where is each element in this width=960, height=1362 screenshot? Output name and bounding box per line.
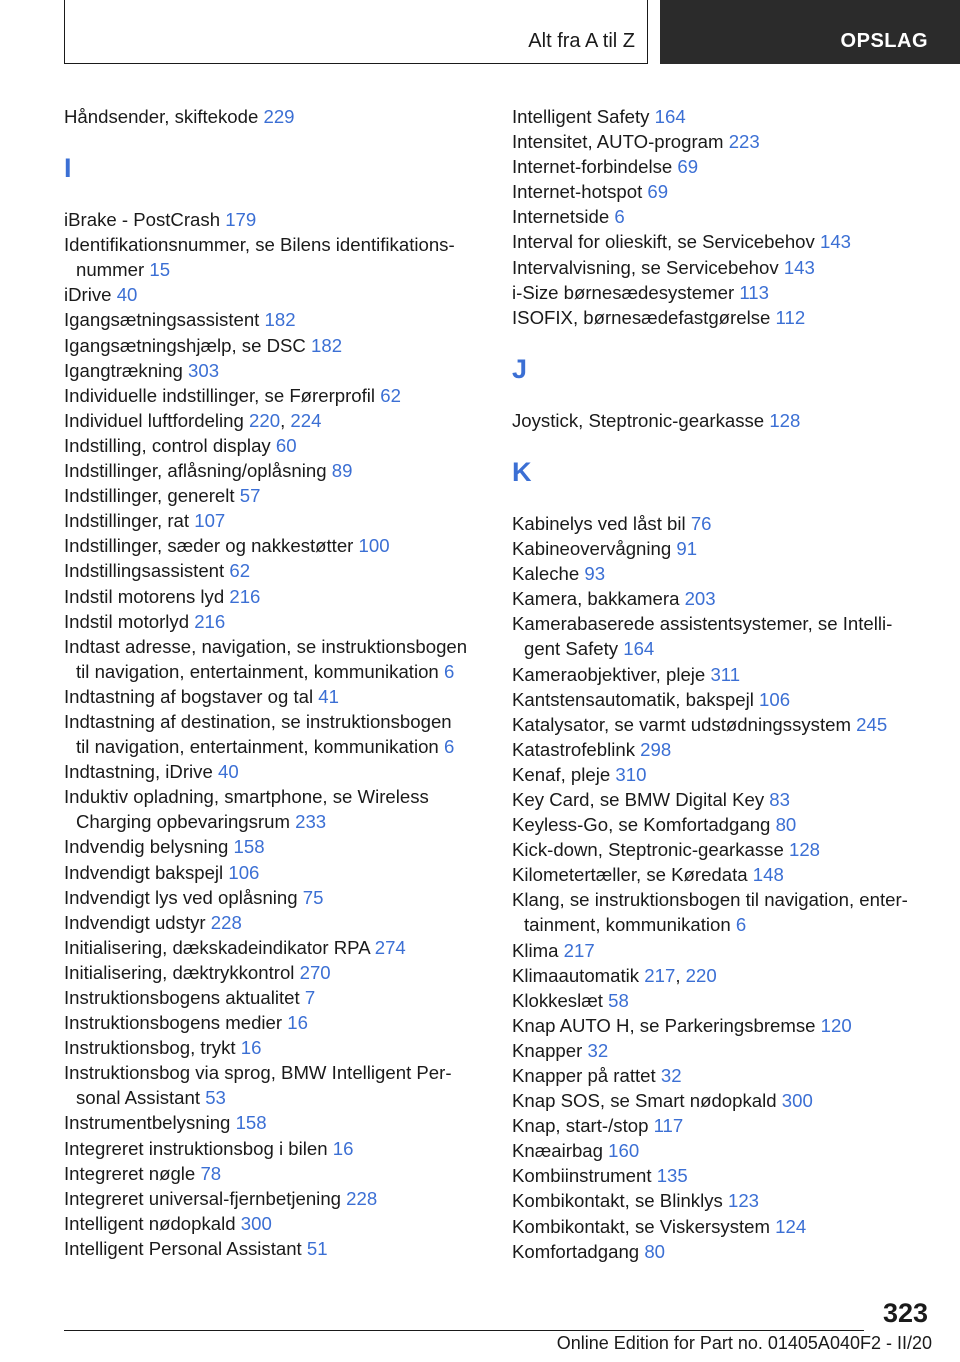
- page-reference-link[interactable]: 106: [228, 861, 260, 883]
- page-reference-link[interactable]: 228: [346, 1187, 378, 1209]
- index-entry: [64, 1035, 484, 1060]
- index-entry: [64, 1060, 484, 1110]
- index-entry: [64, 1010, 484, 1035]
- page-reference-link[interactable]: 32: [660, 1065, 682, 1086]
- index-entry: [64, 558, 484, 583]
- index-entry-term: Indvendigt udstyr: [64, 911, 206, 933]
- page-reference-link[interactable]: 83: [769, 788, 790, 810]
- page-reference-link[interactable]: 113: [739, 281, 769, 303]
- page-reference-link[interactable]: 158: [235, 1112, 267, 1134]
- index-entry-term: Intelligent Safety: [512, 106, 650, 127]
- page-reference-link[interactable]: 124: [775, 1215, 807, 1237]
- header-section-title: Alt fra A til Z: [528, 30, 635, 52]
- page-reference-link[interactable]: 182: [264, 309, 296, 331]
- page-reference-link[interactable]: 158: [233, 836, 265, 858]
- index-entry-term: Knapper: [512, 1039, 583, 1061]
- page-reference-link[interactable]: 245: [856, 713, 888, 735]
- page-reference-link[interactable]: 58: [608, 989, 629, 1011]
- page-reference-link[interactable]: 106: [759, 688, 791, 710]
- index-entry-term: Internet-forbindelse: [512, 156, 673, 178]
- index-entry-term: Kabinelys ved låst bil: [512, 512, 686, 534]
- index-entry: [512, 611, 932, 661]
- index-entry: [64, 533, 484, 558]
- index-entry-term: Knap AUTO H, se Parkeringsbremse: [512, 1014, 816, 1036]
- index-entry-term: Knapper på rattet: [512, 1065, 656, 1086]
- index-entry: [64, 1236, 484, 1261]
- index-entry-term: Intelligent nødopkald: [64, 1212, 236, 1234]
- index-entry-term: Intelligent Personal Assistant: [64, 1237, 302, 1259]
- index-entry: [512, 586, 932, 611]
- index-entry-term: til navigation, entertainment, kommunikation: [76, 660, 439, 682]
- index-entry-term: iDrive: [64, 284, 112, 306]
- page-reference-link[interactable]: 80: [775, 814, 797, 836]
- page-reference-link[interactable]: 120: [820, 1014, 852, 1036]
- index-entry-term: Integreret nøgle: [64, 1162, 196, 1184]
- index-entry-term: Indtastning af destination, se instruktionsbogen: [64, 710, 452, 732]
- index-entry: [512, 737, 932, 762]
- index-column-left: [64, 104, 484, 1261]
- page-reference-link[interactable]: 182: [311, 334, 343, 356]
- index-entry-term: Klang, se instruktionsbogen til navigation, enter-: [512, 889, 908, 911]
- index-entry-term: Kantstensautomatik, bakspejl: [512, 688, 754, 710]
- index-entry-term: Klokkeslæt: [512, 989, 603, 1011]
- page-reference-link[interactable]: 224: [290, 409, 322, 431]
- header-tab: [660, 0, 960, 64]
- index-entry: [512, 1113, 932, 1138]
- index-entry: [512, 938, 932, 963]
- page-reference-link[interactable]: 179: [225, 209, 257, 231]
- index-entry-term: Charging opbevaringsrum: [76, 811, 290, 833]
- index-entry: [64, 383, 484, 408]
- index-entry: [64, 609, 484, 634]
- index-entry-term: til navigation, entertainment, kommunikation: [76, 736, 439, 758]
- index-entry: [64, 1110, 484, 1135]
- index-entry-term: Indvendig belysning: [64, 836, 229, 858]
- index-entry-term: Igangsætningsassistent: [64, 309, 260, 331]
- page-reference-link[interactable]: 62: [380, 384, 401, 406]
- page-reference-link[interactable]: 53: [205, 1087, 226, 1109]
- index-letter-heading: K: [512, 456, 532, 487]
- index-entry: [512, 662, 932, 687]
- footer-edition: Online Edition for Part no. 01405A040F2 - II/20: [556, 1333, 932, 1353]
- index-entry-term: Klima: [512, 939, 559, 961]
- index-entry: [64, 483, 484, 508]
- index-entry-term: Intervalvisning, se Servicebehov: [512, 256, 779, 278]
- index-entry: Klimaautomatik 217, 220: [512, 964, 717, 986]
- index-entry-term: Instruktionsbog via sprog, BMW Intelligent Per-: [64, 1062, 452, 1084]
- index-entry-term: Instrumentbelysning: [64, 1112, 231, 1134]
- footer-divider: [64, 1330, 864, 1331]
- index-entry: [512, 280, 932, 305]
- index-entry-term: Indstillinger, rat: [64, 510, 190, 532]
- page-reference-link[interactable]: 6: [443, 660, 455, 682]
- index-entry: [512, 129, 932, 154]
- index-entry-term: Indstillinger, aflåsning/oplåsning: [64, 460, 327, 482]
- index-entry-term: Individuel luftfordeling: [64, 409, 244, 431]
- page-number: 323: [882, 1298, 928, 1328]
- index-entry-term: Komfortadgang: [512, 1240, 640, 1262]
- page-reference-link[interactable]: 32: [587, 1039, 609, 1061]
- index-entry-term: Kenaf, pleje: [512, 763, 611, 785]
- index-entry-term: Indstilling, control display: [64, 434, 271, 456]
- page-reference-link[interactable]: 6: [735, 914, 747, 936]
- page-reference-link[interactable]: 6: [443, 736, 455, 758]
- index-entry-term: Kameraobjektiver, pleje: [512, 663, 706, 685]
- index-entry: [64, 784, 484, 834]
- index-entry-term: Instruktionsbog, trykt: [64, 1037, 236, 1059]
- index-entry: [512, 787, 932, 812]
- page-reference-link[interactable]: 220: [685, 964, 717, 986]
- page-reference-link[interactable]: 16: [287, 1012, 308, 1034]
- index-entry: [512, 988, 932, 1013]
- index-entry: [64, 860, 484, 885]
- index-entry: [64, 709, 484, 759]
- index-entry-term: Indtast adresse, navigation, se instruktionsbogen: [64, 635, 468, 657]
- page-reference-link[interactable]: 216: [229, 585, 261, 607]
- index-entry-term: Internet-hotspot: [512, 181, 643, 203]
- index-entry: [64, 1161, 484, 1186]
- index-entry-term: Indstillinger, sæder og nakkestøtter: [64, 535, 354, 557]
- index-entry: [512, 229, 932, 254]
- page-reference-link[interactable]: 80: [644, 1240, 666, 1262]
- index-entry-term: Knap SOS, se Smart nødopkald: [512, 1090, 777, 1112]
- index-entry-term: gent Safety: [524, 638, 619, 660]
- index-entry-term: Initialisering, dækskadeindikator RPA: [64, 936, 370, 958]
- index-entry: [64, 333, 484, 358]
- page-reference-link[interactable]: 274: [374, 936, 406, 958]
- page-reference-link[interactable]: 220: [249, 409, 281, 431]
- page-reference-link[interactable]: 7: [304, 987, 316, 1008]
- index-entry: [512, 408, 932, 433]
- index-entry-term: Indvendigt bakspejl: [64, 861, 224, 883]
- index-entry: [512, 511, 932, 536]
- page-reference-link[interactable]: 62: [229, 560, 251, 582]
- page-reference-link[interactable]: 123: [728, 1190, 760, 1212]
- index-entry: [512, 837, 932, 862]
- index-entry-term: Integreret instruktionsbog i bilen: [64, 1137, 328, 1159]
- index-entry: [512, 1163, 932, 1188]
- index-entry-term: Keyless-Go, se Komfortadgang: [512, 814, 771, 836]
- page-reference-link[interactable]: 69: [677, 156, 699, 178]
- page-reference-link[interactable]: 112: [775, 306, 806, 328]
- index-entry-term: Joystick, Steptronic-gearkasse: [512, 409, 765, 431]
- index-entry-term: sonal Assistant: [76, 1087, 201, 1109]
- page-reference-link[interactable]: 223: [728, 131, 760, 153]
- index-entry-term: Kombiinstrument: [512, 1165, 652, 1187]
- index-entry-term: Knap, start-/stop: [512, 1115, 649, 1137]
- index-entry: [64, 584, 484, 609]
- page-reference-link[interactable]: 6: [614, 206, 625, 228]
- page-reference-link[interactable]: 16: [240, 1037, 262, 1059]
- header-section-box: [64, 0, 648, 64]
- index-entry-term: Key Card, se BMW Digital Key: [512, 788, 765, 810]
- page-reference-link[interactable]: 203: [684, 588, 716, 610]
- index-entry: [64, 307, 484, 332]
- page-reference-link[interactable]: 16: [332, 1137, 354, 1159]
- page-reference-link[interactable]: 310: [615, 763, 647, 785]
- index-entry-term: tainment, kommunikation: [524, 914, 731, 936]
- index-entry: [512, 305, 932, 330]
- page-reference-link[interactable]: 15: [149, 259, 171, 281]
- header-tab-label: OPSLAG: [840, 30, 928, 52]
- index-entry: [512, 1188, 932, 1213]
- index-entry-term: Knæairbag: [512, 1140, 603, 1162]
- index-entry: [64, 885, 484, 910]
- page-reference-link[interactable]: 51: [306, 1237, 328, 1259]
- index-entry: [64, 935, 484, 960]
- index-entry: [512, 204, 932, 229]
- index-entry-term: Katastrofeblink: [512, 738, 635, 760]
- index-entry: [512, 862, 932, 887]
- page-reference-link[interactable]: 60: [275, 434, 297, 456]
- index-entry-term: Kombikontakt, se Blinklys: [512, 1190, 723, 1212]
- page-reference-link[interactable]: 233: [295, 811, 327, 833]
- index-entry: [512, 104, 932, 129]
- index-entry-term: Kamera, bakkamera: [512, 588, 680, 610]
- index-entry: [64, 834, 484, 859]
- index-entry-term: i-Size børnesædesystemer: [512, 281, 735, 303]
- page-reference-link[interactable]: 229: [263, 106, 295, 127]
- page-reference-link[interactable]: 41: [318, 685, 339, 707]
- index-entry: [512, 561, 932, 586]
- index-entry: [512, 1088, 932, 1113]
- index-entry-term: nummer: [76, 259, 145, 281]
- index-entry-term: Internetside: [512, 206, 610, 228]
- index-entry: [512, 1038, 932, 1063]
- index-entry-term: Instruktionsbogens aktualitet: [64, 987, 300, 1008]
- index-entry: [64, 759, 484, 784]
- index-entry: [64, 207, 484, 232]
- page-reference-link[interactable]: 89: [331, 460, 353, 482]
- index-entry: [512, 712, 932, 737]
- page-reference-link[interactable]: 100: [358, 535, 390, 557]
- index-entry: [512, 154, 932, 179]
- page-reference-link[interactable]: 217: [563, 939, 595, 961]
- index-entry-term: iBrake - PostCrash: [64, 209, 221, 231]
- page-reference-link[interactable]: 143: [783, 256, 815, 278]
- index-entry-term: Igangtrækning: [64, 359, 183, 381]
- index-entry-term: Igangsætningshjælp, se DSC: [64, 334, 306, 356]
- page-reference-link[interactable]: 164: [654, 106, 686, 127]
- page-reference-link[interactable]: 78: [200, 1162, 222, 1184]
- index-entry: [512, 812, 932, 837]
- index-entry-term: Indtastning af bogstaver og tal: [64, 685, 314, 707]
- page-reference-link[interactable]: 216: [194, 610, 226, 632]
- index-entry: [512, 255, 932, 280]
- index-entry: [64, 433, 484, 458]
- index-letter-heading: J: [512, 353, 528, 384]
- page-reference-link[interactable]: 300: [781, 1090, 813, 1112]
- page-reference-link[interactable]: 298: [640, 738, 672, 760]
- index-entry: [512, 1138, 932, 1163]
- index-entry: [64, 985, 484, 1010]
- page-reference-link[interactable]: 128: [788, 839, 821, 861]
- index-entry: [64, 684, 484, 709]
- index-entry-term: Induktiv opladning, smartphone, se Wireless: [64, 786, 429, 808]
- index-entry: [64, 960, 484, 985]
- page-reference-link[interactable]: 117: [653, 1115, 684, 1137]
- index-entry: [512, 536, 932, 561]
- index-entry: [512, 762, 932, 787]
- page-reference-link[interactable]: 75: [302, 886, 324, 908]
- index-entry-term: Kilometertæller, se Køredata: [512, 864, 748, 886]
- index-entry-term: Individuelle indstillinger, se Førerprofil: [64, 384, 376, 406]
- index-entry-term: Klimaautomatik: [512, 964, 640, 986]
- index-entry-term: Indtastning, iDrive: [64, 761, 213, 783]
- index-entry: [64, 104, 484, 129]
- index-entry: [64, 1211, 484, 1236]
- index-entry-term: Identifikationsnummer, se Bilens identifikations-: [64, 234, 455, 256]
- index-entry-term: Interval for olieskift, se Servicebehov: [512, 231, 815, 253]
- index-entry: [64, 282, 484, 307]
- index-entry: [64, 458, 484, 483]
- page-reference-link[interactable]: 160: [608, 1140, 640, 1162]
- index-entry: [512, 887, 932, 937]
- page-reference-link[interactable]: 93: [584, 563, 606, 585]
- page-reference-link[interactable]: 69: [647, 181, 669, 203]
- page-reference-link[interactable]: 270: [299, 961, 331, 983]
- index-entry: [64, 910, 484, 935]
- index-entry: [64, 1186, 484, 1211]
- index-entry-term: Integreret universal-fjernbetjening: [64, 1187, 341, 1209]
- index-entry-term: Intensitet, AUTO-program: [512, 131, 724, 153]
- index-entry: [512, 687, 932, 712]
- page-reference-link[interactable]: 228: [210, 911, 242, 933]
- page-reference-link[interactable]: 76: [690, 512, 712, 534]
- index-entry: [512, 179, 932, 204]
- page-reference-link[interactable]: 128: [769, 409, 801, 431]
- index-entry: [512, 1063, 932, 1088]
- index-entry: [512, 1013, 932, 1038]
- index-entry-term: Indstillingsassistent: [64, 560, 225, 582]
- index-entry-term: ISOFIX, børnesædefastgørelse: [512, 306, 771, 328]
- page-reference-link[interactable]: 148: [752, 864, 784, 886]
- index-entry-term: Kamerabaserede assistentsystemer, se Intelli-: [512, 613, 893, 635]
- page-reference-link[interactable]: 311: [710, 663, 741, 685]
- index-letter-heading: I: [64, 153, 72, 184]
- page-reference-link[interactable]: 40: [218, 761, 239, 783]
- index-entry-term: Kombikontakt, se Viskersystem: [512, 1215, 770, 1237]
- index-entry: [64, 1136, 484, 1161]
- page-reference-link[interactable]: 217: [644, 964, 676, 986]
- index-entry-term: Indvendigt lys ved oplåsning: [64, 886, 298, 908]
- index-entry: [64, 232, 484, 282]
- page-reference-link[interactable]: 135: [656, 1165, 688, 1187]
- index-entry-term: Kick-down, Steptronic-gearkasse: [512, 839, 784, 861]
- page-reference-link[interactable]: 91: [676, 538, 698, 560]
- index-entry: [512, 1239, 932, 1264]
- index-entry-term: Initialisering, dæktrykkontrol: [64, 961, 295, 983]
- index-entry: [64, 358, 484, 383]
- index-entry-term: Indstil motorlyd: [64, 610, 190, 632]
- page-reference-link[interactable]: 164: [623, 638, 655, 660]
- index-column-right: [512, 104, 932, 1264]
- page-reference-link[interactable]: 300: [240, 1212, 272, 1234]
- index-entry-term: Instruktionsbogens medier: [64, 1012, 283, 1034]
- index-entry-term: Kaleche: [512, 563, 580, 585]
- page-reference-link[interactable]: 107: [194, 510, 226, 532]
- index-entry: [512, 1214, 932, 1239]
- index-entry-term: Indstil motorens lyd: [64, 585, 225, 607]
- index-entry-term: Indstillinger, generelt: [64, 485, 235, 507]
- index-entry-term: Håndsender, skiftekode: [64, 106, 259, 127]
- page-reference-link[interactable]: 303: [188, 359, 220, 381]
- page-reference-link[interactable]: 143: [819, 231, 852, 253]
- index-entry-term: Katalysator, se varmt udstødningssystem: [512, 713, 851, 735]
- index-entry: Individuel luftfordeling 220, 224: [64, 409, 322, 431]
- index-entry-term: Kabineovervågning: [512, 538, 672, 560]
- index-entry: [64, 508, 484, 533]
- page-reference-link[interactable]: 40: [116, 284, 138, 306]
- page-reference-link[interactable]: 57: [239, 485, 261, 507]
- index-entry: [64, 634, 484, 684]
